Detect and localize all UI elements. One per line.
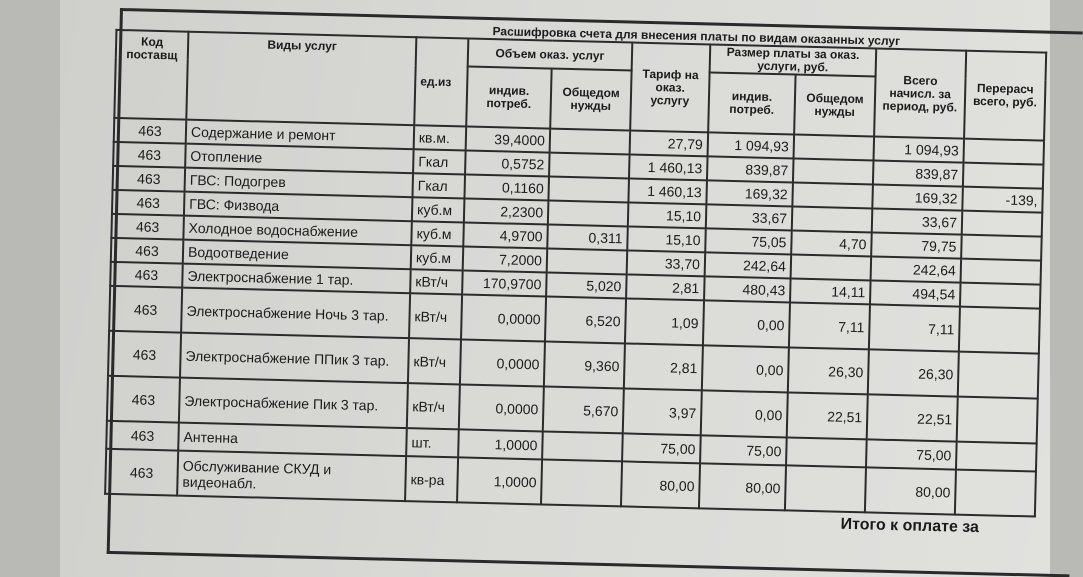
cell-fee-common <box>786 437 867 467</box>
cell-recalc <box>961 235 1042 261</box>
cell-name: ГВС: Подогрев <box>185 168 414 198</box>
cell-tariff: 27,79 <box>630 131 709 157</box>
cell-total: 33,67 <box>872 208 963 234</box>
cell-unit: шт. <box>406 428 459 457</box>
cell-fee-ind: 33,67 <box>706 204 793 230</box>
cell-tariff: 75,00 <box>622 433 701 463</box>
cell-fee-ind: 480,43 <box>704 276 791 302</box>
cell-total: 75,00 <box>866 439 957 469</box>
cell-code: 463 <box>107 376 180 423</box>
cell-code: 463 <box>106 421 179 451</box>
cell-vol-common <box>541 459 622 506</box>
cell-fee-common <box>792 206 873 232</box>
cell-fee-common: 4,70 <box>791 230 872 256</box>
cell-vol-ind: 2,2300 <box>464 198 549 224</box>
cell-vol-common: 6,520 <box>545 296 626 343</box>
cell-code: 463 <box>109 286 182 333</box>
cell-code: 463 <box>113 166 186 192</box>
col-service: Виды услуг <box>186 32 416 126</box>
cell-fee-common: 26,30 <box>788 347 869 394</box>
cell-vol-ind: 0,0000 <box>460 339 545 386</box>
cell-vol-common <box>542 431 623 461</box>
cell-code: 463 <box>111 238 184 264</box>
cell-unit: куб.м <box>411 245 464 270</box>
cell-total: 22,51 <box>867 394 958 441</box>
cell-fee-ind: 1 094,93 <box>708 132 795 158</box>
cell-tariff: 80,00 <box>621 461 700 508</box>
cell-name: Электроснабжение Ночь 3 тар. <box>181 288 410 339</box>
cell-vol-ind: 39,4000 <box>466 126 551 152</box>
cell-code: 463 <box>105 449 178 496</box>
table-caption: Расшифровка счета для внесения платы по видам оказанных услуг <box>492 24 901 49</box>
total-to-pay-label: Итого к оплате за <box>840 515 980 537</box>
cell-tariff: 3,97 <box>623 388 702 435</box>
cell-recalc <box>962 211 1043 237</box>
cell-name: Электроснабжение ППик 3 тар. <box>180 333 409 384</box>
cell-vol-common <box>548 177 629 203</box>
cell-recalc <box>959 307 1040 354</box>
col-tariff: Тариф на оказ. услугу <box>630 43 710 133</box>
col-vol-ind: индив. потреб. <box>466 67 551 129</box>
cell-recalc <box>955 470 1036 517</box>
cell-fee-common <box>791 254 872 280</box>
cell-tariff: 1,09 <box>625 298 704 345</box>
cell-tariff: 15,10 <box>627 226 706 252</box>
cell-name: Содержание и ремонт <box>186 120 415 150</box>
cell-fee-ind: 0,00 <box>703 300 790 347</box>
cell-tariff: 2,81 <box>624 343 703 390</box>
cell-vol-common <box>547 249 628 275</box>
cell-tariff: 1 460,13 <box>629 154 708 180</box>
cell-fee-ind: 80,00 <box>699 463 786 510</box>
cell-name: Водоотведение <box>183 240 412 270</box>
cell-name: Электроснабжение Пик 3 тар. <box>179 378 408 429</box>
cell-recalc <box>956 442 1037 472</box>
cell-tariff: 1 460,13 <box>628 178 707 204</box>
cell-name: Отопление <box>185 144 414 174</box>
cell-fee-ind: 0,00 <box>701 390 788 437</box>
cell-fee-common <box>785 465 866 512</box>
cell-unit: кв.м. <box>414 125 467 150</box>
cell-vol-ind: 0,0000 <box>461 294 546 341</box>
cell-code: 463 <box>108 331 181 378</box>
cell-code: 463 <box>110 262 183 288</box>
cell-name: Обслуживание СКУД и видеонабл. <box>177 451 406 502</box>
cell-recalc: -139, <box>962 187 1043 213</box>
cell-tariff: 33,70 <box>627 250 706 276</box>
cell-total: 494,54 <box>870 280 961 306</box>
cell-total: 7,11 <box>869 304 960 351</box>
cell-vol-common: 5,670 <box>543 386 624 433</box>
cell-fee-common <box>794 135 875 161</box>
cell-name: ГВС: Физвода <box>184 192 413 222</box>
cell-name: Электроснабжение 1 тар. <box>182 264 411 294</box>
cell-total: 1 094,93 <box>874 136 965 162</box>
cell-tariff: 15,10 <box>628 202 707 228</box>
cell-fee-ind: 75,00 <box>700 435 787 465</box>
cell-recalc <box>963 139 1044 165</box>
cell-total: 26,30 <box>868 349 959 396</box>
cell-recalc <box>957 397 1038 444</box>
cell-vol-ind: 1,0000 <box>457 457 542 504</box>
cell-recalc <box>961 259 1042 285</box>
cell-vol-ind: 0,0000 <box>459 384 544 431</box>
cell-vol-ind: 0,5752 <box>465 150 550 176</box>
cell-fee-common <box>792 182 873 208</box>
cell-code: 463 <box>112 190 185 216</box>
cell-recalc <box>963 163 1044 189</box>
cell-recalc <box>958 352 1039 399</box>
cell-code: 463 <box>113 142 186 168</box>
cell-fee-ind: 0,00 <box>702 345 789 392</box>
cell-vol-common <box>548 201 629 227</box>
col-unit: ед.из <box>414 37 468 126</box>
cell-total: 242,64 <box>871 256 962 282</box>
col-vol-common: Общедом нужды <box>550 69 631 131</box>
bill-table <box>104 29 1047 518</box>
cell-unit: кв-ра <box>405 456 458 502</box>
cell-fee-common: 7,11 <box>789 302 870 349</box>
cell-tariff: 2,81 <box>626 274 705 300</box>
col-total: Всего начисл. за период, руб. <box>874 48 966 138</box>
cell-unit: Гкал <box>412 173 465 198</box>
cell-recalc <box>960 283 1041 309</box>
cell-code: 463 <box>114 118 187 144</box>
cell-vol-ind: 7,2000 <box>463 246 548 272</box>
cell-vol-common <box>549 153 630 179</box>
cell-fee-common: 14,11 <box>790 278 871 304</box>
cell-fee-common <box>793 159 874 185</box>
col-volume: Объем оказ. услуг <box>468 39 633 71</box>
cell-vol-ind: 170,9700 <box>462 270 547 296</box>
cell-fee-ind: 839,87 <box>707 156 794 182</box>
cell-total: 80,00 <box>865 467 956 514</box>
cell-fee-ind: 75,05 <box>705 228 792 254</box>
cell-total: 79,75 <box>871 232 962 258</box>
cell-vol-common: 9,360 <box>544 341 625 388</box>
cell-vol-ind: 0,1160 <box>464 174 549 200</box>
col-fee-ind: индив. потреб. <box>708 72 795 134</box>
cell-unit: кВт/ч <box>407 383 460 429</box>
cell-fee-ind: 242,64 <box>705 252 792 278</box>
cell-fee-ind: 169,32 <box>706 180 793 206</box>
cell-vol-common: 5,020 <box>546 273 627 299</box>
cell-vol-common <box>550 129 631 155</box>
cell-unit: кВт/ч <box>408 338 461 384</box>
col-code: Код поставщ <box>114 30 188 120</box>
cell-unit: кВт/ч <box>409 293 462 339</box>
cell-total: 169,32 <box>872 184 963 210</box>
bill-frame <box>107 8 1083 577</box>
col-recalc: Перерасч всего, руб. <box>964 51 1046 141</box>
cell-vol-ind: 4,9700 <box>463 222 548 248</box>
cell-vol-ind: 1,0000 <box>458 429 543 459</box>
cell-fee-common: 22,51 <box>787 392 868 439</box>
cell-name: Антенна <box>178 423 407 457</box>
cell-total: 839,87 <box>873 160 964 186</box>
cell-unit: Гкал <box>413 149 466 174</box>
cell-name: Холодное водоснабжение <box>183 216 412 246</box>
col-fee-common: Общедом нужды <box>794 75 875 137</box>
cell-unit: кВт/ч <box>410 269 463 294</box>
cell-unit: куб.м <box>412 197 465 222</box>
cell-code: 463 <box>111 214 184 240</box>
cell-unit: куб.м <box>411 221 464 246</box>
cell-vol-common: 0,311 <box>547 225 628 251</box>
col-fee: Размер платы за оказ. услуги, руб. <box>710 44 877 76</box>
